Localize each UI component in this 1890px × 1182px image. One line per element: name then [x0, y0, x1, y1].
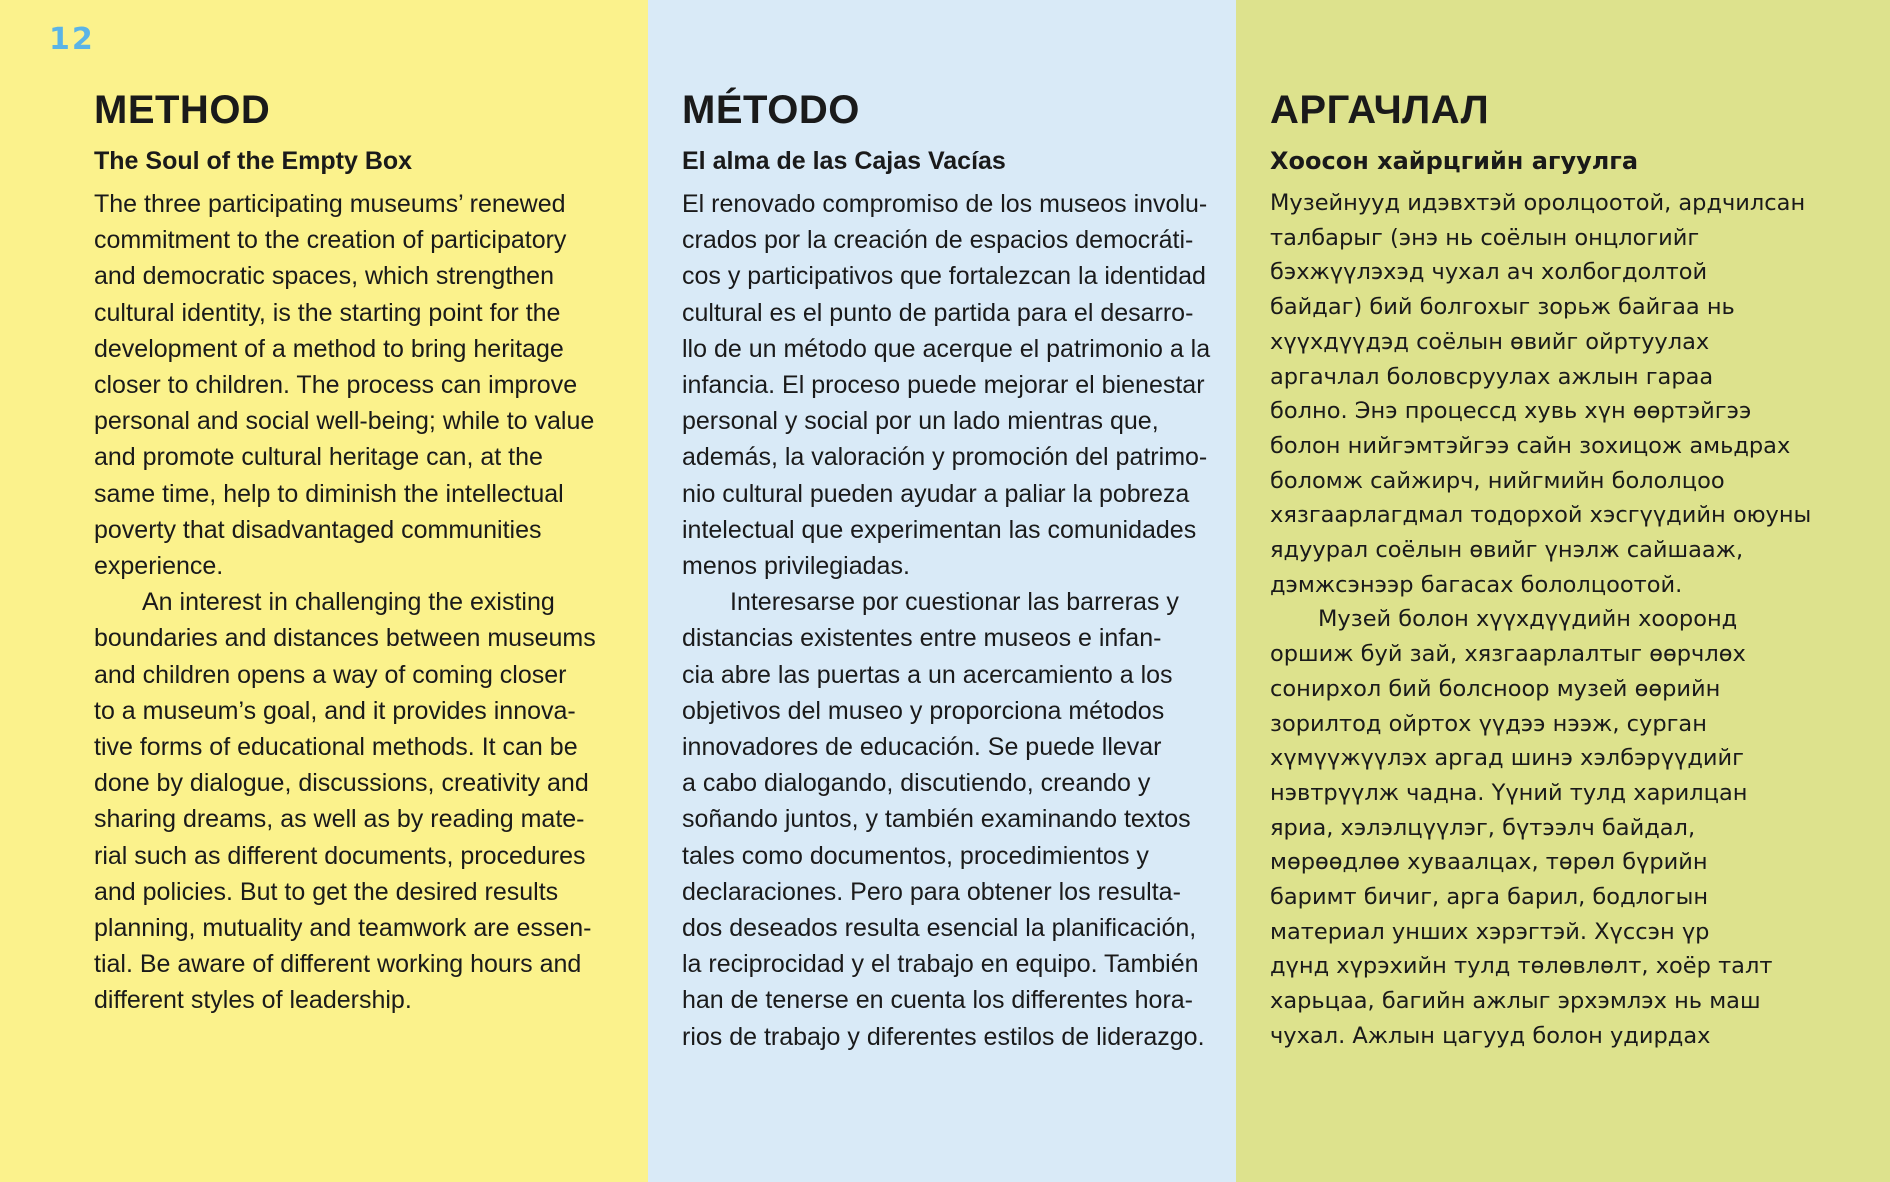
- text-line: An interest in challenging the existing: [142, 588, 555, 617]
- text-line: different styles of leadership.: [94, 986, 412, 1015]
- text-line: болно. Энэ процессд хувь хүн өөртэйгээ: [1270, 398, 1752, 425]
- text-line: personal y social por un lado mientras que,: [682, 407, 1159, 436]
- mongolian-subheading: Хоосон хайрцгийн агуулга: [1270, 147, 1639, 175]
- text-line: innovadores de educación. Se puede llevar: [682, 733, 1162, 762]
- text-line: харьцаа, багийн ажлыг эрхэмлэх нь маш: [1270, 988, 1761, 1015]
- text-line: нэвтрүүлж чадна. Үүний тулд харилцан: [1270, 779, 1748, 806]
- text-line: сонирхол бий болсноор музей өөрийн: [1270, 675, 1721, 702]
- english-body-text: [94, 186, 622, 1019]
- text-line: бэхжүүлэхэд чухал ач холбогдолтой: [1270, 259, 1708, 286]
- text-line: чухал. Ажлын цагууд болон удирдах: [1270, 1022, 1711, 1049]
- text-line: and children opens a way of coming closer: [94, 660, 567, 689]
- english-subheading: The Soul of the Empty Box: [94, 147, 413, 175]
- mongolian-column: [1236, 0, 1890, 1182]
- text-line: аргачлал боловсруулах ажлын гараа: [1270, 363, 1714, 390]
- text-line: дүнд хүрэхийн тулд төлөвлөлт, хоёр талт: [1270, 953, 1773, 980]
- text-line: closer to children. The process can improve: [94, 371, 578, 400]
- text-line: El renovado compromiso de los museos involu-: [682, 190, 1208, 218]
- text-line: зорилтод ойртох үүдээ нээж, сурган: [1270, 710, 1707, 737]
- text-line: declaraciones. Pero para obtener los resulta-: [682, 877, 1181, 906]
- text-line: infancia. El proceso puede mejorar el bienestar: [682, 371, 1205, 400]
- text-line: cos y participativos que fortalezcan la identidad: [682, 262, 1206, 291]
- text-line: poverty that disadvantaged communities: [94, 515, 542, 544]
- text-line: хязгаарлагдмал тодорхой хэсгүүдийн оюуны: [1270, 502, 1812, 529]
- text-line: same time, help to diminish the intellectual: [94, 479, 564, 508]
- text-line: dos deseados resulta esencial la planificación,: [682, 914, 1197, 943]
- spanish-column: [648, 0, 1236, 1182]
- text-line: nio cultural pueden ayudar a paliar la pobreza: [682, 479, 1190, 508]
- mongolian-body-text: [1270, 186, 1870, 1054]
- mongolian-heading: АРГАЧЛАЛ: [1270, 88, 1490, 132]
- spanish-heading: MÉTODO: [682, 88, 860, 132]
- mongolian-content: [1270, 86, 1870, 1054]
- text-line: tial. Be aware of different working hours and: [94, 950, 582, 979]
- text-line: planning, mutuality and teamwork are essen-: [94, 914, 592, 943]
- text-line: rial such as different documents, procedures: [94, 841, 586, 870]
- english-heading: METHOD: [94, 88, 271, 132]
- english-content: [94, 86, 622, 1019]
- text-line: a cabo dialogando, discutiendo, creando y: [682, 769, 1151, 798]
- text-line: cia abre las puertas a un acercamiento a los: [682, 660, 1173, 689]
- text-line: cultural es el punto de partida para el desarro-: [682, 298, 1194, 327]
- text-line: sharing dreams, as well as by reading mate-: [94, 805, 585, 834]
- text-line: Interesarse por cuestionar las barreras y: [730, 588, 1179, 617]
- text-line: хүмүүжүүлэх аргад шинэ хэлбэрүүдийг: [1270, 745, 1744, 772]
- text-line: llo de un método que acerque el patrimonio a la: [682, 334, 1211, 363]
- text-line: дэмжсэнээр багасах бололцоотой.: [1270, 571, 1683, 598]
- text-line: menos privilegiadas.: [682, 552, 910, 581]
- text-line: and democratic spaces, which strengthen: [94, 262, 554, 291]
- text-line: soñando juntos, y también examinando textos: [682, 805, 1191, 834]
- page-number: 12: [49, 22, 95, 57]
- text-line: яриа, хэлэлцүүлэг, бүтээлч байдал,: [1270, 814, 1696, 841]
- text-line: boundaries and distances between museums: [94, 624, 596, 653]
- text-line: experience.: [94, 552, 224, 581]
- text-line: Музейнууд идэвхтэй оролцоотой, ардчилсан: [1270, 190, 1806, 216]
- text-line: хүүхдүүдэд соёлын өвийг ойртуулах: [1270, 328, 1710, 355]
- text-line: The three participating museums’ renewed: [94, 190, 566, 218]
- text-line: además, la valoración y promoción del patrimo-: [682, 443, 1208, 472]
- text-line: intelectual que experimentan las comunidades: [682, 515, 1197, 544]
- text-line: han de tenerse en cuenta los differentes hora-: [682, 986, 1193, 1015]
- text-line: Музей болон хүүхдүүдийн хооронд: [1318, 606, 1738, 633]
- text-line: байдаг) бий болгохыг зорьж байгаа нь: [1270, 294, 1735, 321]
- text-line: crados por la creación de espacios democráti-: [682, 226, 1194, 255]
- text-line: distancias existentes entre museos e infan-: [682, 624, 1162, 653]
- text-line: done by dialogue, discussions, creativity and: [94, 769, 589, 798]
- text-line: tive forms of educational methods. It can be: [94, 733, 578, 762]
- text-line: to a museum’s goal, and it provides innova-: [94, 696, 576, 725]
- text-line: талбарыг (энэ нь соёлын онцлогийг: [1270, 224, 1700, 251]
- text-line: ядуурал соёлын өвийг үнэлж сайшааж,: [1270, 537, 1744, 564]
- english-column: [0, 0, 648, 1182]
- text-line: and policies. But to get the desired results: [94, 877, 559, 906]
- text-line: personal and social well-being; while to value: [94, 407, 595, 436]
- text-line: материал унших хэрэгтэй. Хүссэн үр: [1270, 918, 1710, 945]
- text-line: баримт бичиг, арга барил, бодлогын: [1270, 884, 1709, 911]
- text-line: болон нийгэмтэйгээ сайн зохицож амьдрах: [1270, 432, 1791, 459]
- text-line: мөрөөдлөө хуваалцах, төрөл бүрийн: [1270, 849, 1708, 876]
- text-line: objetivos del museo y proporciona métodos: [682, 696, 1165, 725]
- text-line: la reciprocidad y el trabajo en equipo. También: [682, 950, 1199, 979]
- text-line: cultural identity, is the starting point for the: [94, 298, 561, 327]
- text-line: commitment to the creation of participatory: [94, 226, 567, 255]
- text-line: and promote cultural heritage can, at the: [94, 443, 543, 472]
- text-line: оршиж буй зай, хязгаарлалтыг өөрчлөх: [1270, 641, 1746, 668]
- text-line: development of a method to bring heritage: [94, 334, 564, 363]
- text-line: rios de trabajo y diferentes estilos de liderazgo.: [682, 1022, 1205, 1051]
- spanish-body-text: [682, 186, 1222, 1055]
- text-line: tales como documentos, procedimientos y: [682, 841, 1149, 870]
- text-line: боломж сайжирч, нийгмийн бололцоо: [1270, 467, 1725, 494]
- spanish-subheading: El alma de las Cajas Vacías: [682, 147, 1006, 175]
- spanish-content: [682, 86, 1222, 1055]
